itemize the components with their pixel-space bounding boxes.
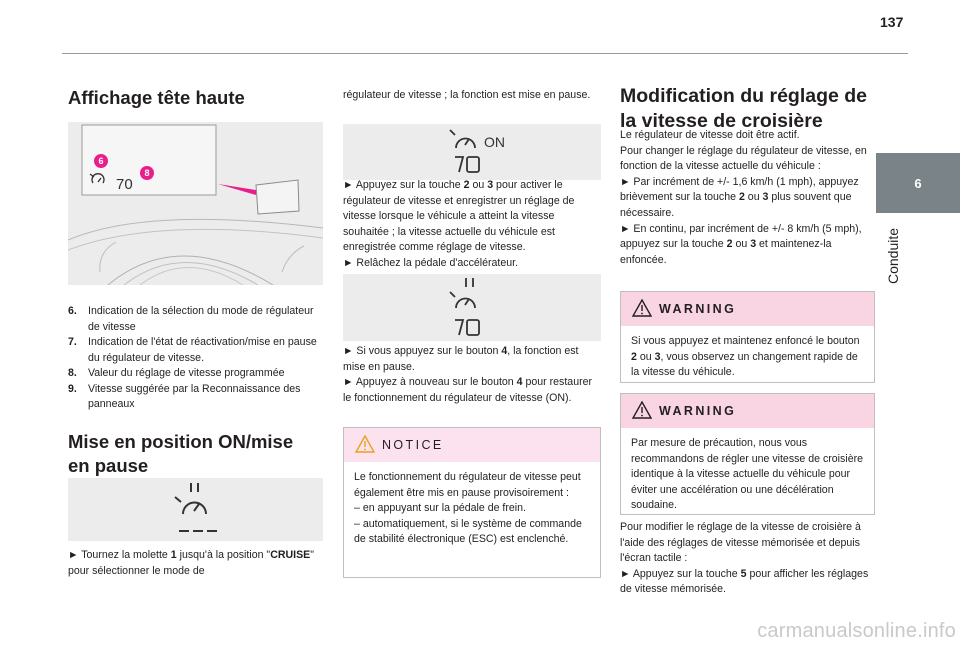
turn-knob-instruction: ► Tournez la molette 1 jusqu'à la position "CRUISE" pour sélectionner le mode de — [68, 549, 314, 577]
warning-body: Si vous appuyez et maintenez enfoncé le bouton 2 ou 3, vous observez un changement rapide de la vitesse du véhicule. — [631, 335, 860, 379]
page-number: 137 — [880, 14, 904, 30]
list-item: 8. Valeur du réglage de vitesse programmée — [68, 367, 285, 379]
cruise-paused-icon — [343, 274, 601, 341]
warning-triangle-icon — [632, 401, 652, 419]
list-item: 7. Indication de l'état de réactivation/mise en pause du régulateur de vitesse. — [68, 336, 317, 364]
warning-triangle-icon — [632, 299, 652, 317]
cruise-pause-figure — [68, 478, 323, 541]
legend-list — [68, 304, 324, 413]
warning-box-2 — [620, 393, 875, 515]
warning-title: WARNING — [659, 302, 737, 316]
cruise-on-icon — [343, 124, 601, 180]
hud-illustration — [68, 122, 323, 285]
heading-change-setting: Modification du réglage de la vitesse de croisière — [620, 85, 868, 132]
step-activate: ► Appuyez sur la touche 2 ou 3 pour activer le régulateur de vitesse et enregistrer un réglage de vitesse lorsque le véhicule a atteint la vitesse souhaitée ; la vitesse actuelle du véhicule est enregistrée comme réglage de vitesse. ► Relâchez la pédale d'accélérateur. — [343, 179, 575, 269]
callout-6: 6 — [94, 154, 108, 168]
notice-box — [343, 427, 601, 578]
cruise-paused-figure — [343, 274, 601, 341]
heading-head-up-display: Affichage tête haute — [68, 87, 245, 108]
cruise-pause-icon — [68, 478, 323, 541]
notice-body: Le fonctionnement du régulateur de vitesse peut également être mis en pause provisoirement : – en appuyant sur la pédale de frein. – automatiquement, si le système de commande de stabilité électronique (ESC) est enclenché. — [354, 471, 582, 546]
warning-box-1 — [620, 291, 875, 383]
heading-on-pause: Mise en position ON/mise en pause — [68, 431, 294, 476]
hud-figure — [68, 122, 323, 285]
chapter-tab[interactable]: 6 — [876, 153, 960, 213]
cruise-on-figure — [343, 124, 601, 180]
notice-title: NOTICE — [382, 438, 444, 452]
watermark: carmanualsonline.info — [757, 620, 956, 642]
change-setting-text: Le régulateur de vitesse doit être actif. Pour changer le réglage du régulateur de vitesse, en fonction de la vitesse actuelle du véhicule : ► Par incrément de +/- 1,6 km/h (1 mph), appuyez brièvement sur la touche 2 ou 3 plus souvent que nécessaire. ► En continu, par incrément de +/- 8 km/h (5 mph), appuyez sur la touche 2 ou 3 et maintenez-la enfoncée. — [620, 129, 867, 266]
chapter-label: Conduite — [885, 227, 901, 285]
memorised-speed-text: Pour modifier le réglage de la vitesse de croisière à l'aide des réglages de vitesse mémorisée et depuis l'écran tactile : ► Appuyez sur la touche 5 pour afficher les réglages de vitesse mémorisée. — [620, 521, 869, 596]
step-pause-restore: ► Si vous appuyez sur le bouton 4, la fonction est mise en pause. ► Appuyez à nouveau sur le bouton 4 pour restaurer le fonctionnement du régulateur de vitesse (ON). — [343, 345, 593, 404]
list-item: 9. Vitesse suggérée par la Reconnaissance des panneaux — [68, 382, 301, 410]
warning-title: WARNING — [659, 404, 737, 418]
cruise-on-label: ON — [484, 134, 505, 150]
list-item: 6. Indication de la sélection du mode de régulateur de vitesse — [68, 305, 314, 333]
callout-8: 8 — [140, 166, 154, 180]
warning-triangle-icon — [355, 435, 375, 453]
hud-speed-value: 70 — [116, 176, 133, 193]
warning-body: Par mesure de précaution, nous vous recommandons de régler une vitesse de croisière identique à la vitesse actuelle du véhicule pour éviter une accélération ou une décélération soudaine. — [631, 437, 864, 512]
paragraph-continued: régulateur de vitesse ; la fonction est mise en pause. — [343, 89, 591, 101]
top-divider — [62, 53, 908, 54]
